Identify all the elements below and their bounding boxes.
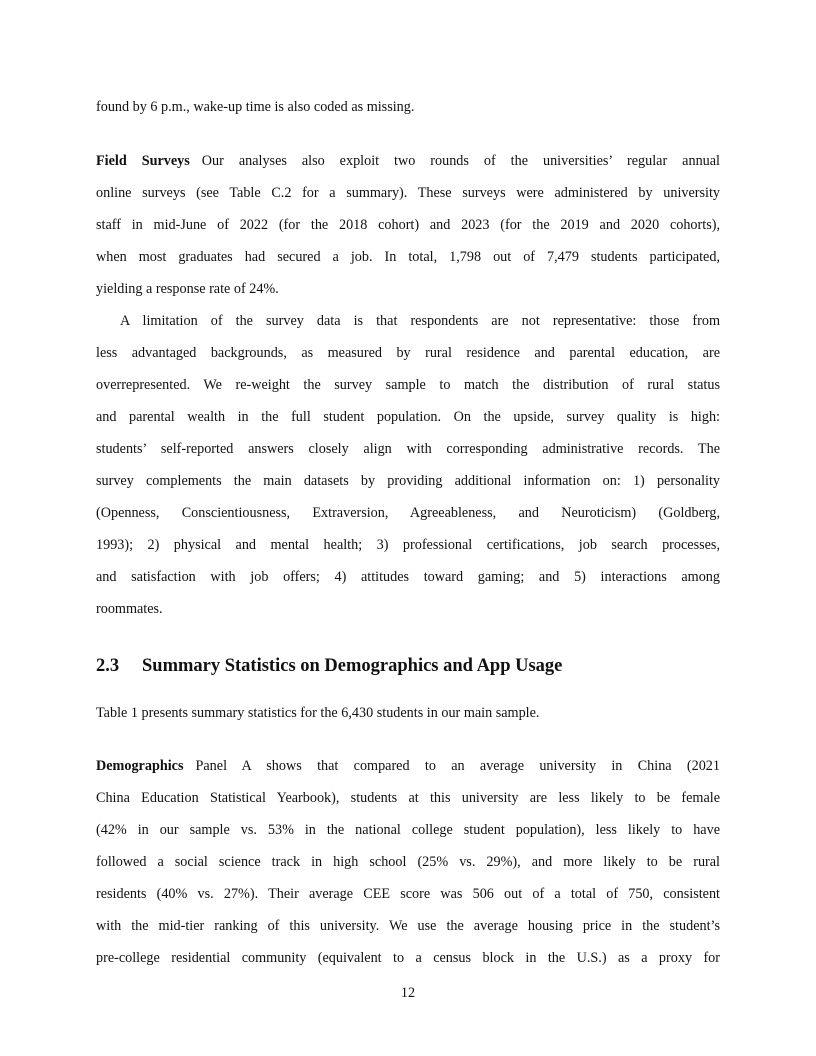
- paragraph-line: residents (40% vs. 27%). Their average CEE score was 506 out of a total of 750, consistent: [96, 886, 720, 902]
- paragraph-line: Demographics Panel A shows that compared to an average university in China (2021: [96, 758, 720, 774]
- paragraph-line: and parental wealth in the full student population. On the upside, survey quality is high:: [96, 409, 720, 425]
- demographics-heading: Demographics: [96, 758, 184, 774]
- paragraph-line: roommates.: [96, 601, 163, 617]
- paragraph-line: pre-college residential community (equivalent to a census block in the U.S.) as a proxy for: [96, 950, 720, 966]
- paragraph-line: followed a social science track in high school (25% vs. 29%), and more likely to be rural: [96, 854, 720, 870]
- section-number: 2.3: [96, 656, 120, 676]
- paragraph-line: overrepresented. We re-weight the survey sample to match the distribution of rural status: [96, 377, 720, 393]
- field-surveys-heading: Field Surveys: [96, 153, 190, 169]
- paragraph-line: (42% in our sample vs. 53% in the national college student population), less likely to have: [96, 822, 720, 838]
- paragraph-line: less advantaged backgrounds, as measured by rural residence and parental education, are: [96, 345, 720, 361]
- section-title: Summary Statistics on Demographics and App Usage: [142, 656, 563, 676]
- paragraph-line: Field Surveys Our analyses also exploit two rounds of the universities’ regular annual: [96, 153, 720, 169]
- paragraph-line: online surveys (see Table C.2 for a summary). These surveys were administered by university: [96, 185, 720, 201]
- paragraph-line: when most graduates had secured a job. In total, 1,798 out of 7,479 students participated,: [96, 249, 720, 265]
- paragraph-line: 1993); 2) physical and mental health; 3) professional certifications, job search processes,: [96, 537, 720, 553]
- paragraph-line: students’ self-reported answers closely align with corresponding administrative records. The: [96, 441, 720, 457]
- paragraph-line: with the mid-tier ranking of this university. We use the average housing price in the student’s: [96, 918, 720, 934]
- paragraph-line: (Openness, Conscientiousness, Extraversion, Agreeableness, and Neuroticism) (Goldberg,: [96, 505, 720, 521]
- section-heading: [96, 656, 562, 677]
- paragraph-line: and satisfaction with job offers; 4) attitudes toward gaming; and 5) interactions among: [96, 569, 720, 585]
- table-intro-text: Table 1 presents summary statistics for the 6,430 students in our main sample.: [96, 705, 540, 721]
- paragraph-line: yielding a response rate of 24%.: [96, 281, 279, 297]
- paragraph-line: China Education Statistical Yearbook), students at this university are less likely to be female: [96, 790, 720, 806]
- paragraph-line: A limitation of the survey data is that respondents are not representative: those from: [120, 313, 720, 329]
- continuation-text: found by 6 p.m., wake-up time is also coded as missing.: [96, 99, 415, 115]
- page-number: 12: [400, 985, 416, 1001]
- paragraph-line: staff in mid-June of 2022 (for the 2018 cohort) and 2023 (for the 2019 and 2020 cohorts),: [96, 217, 720, 233]
- paragraph-line: survey complements the main datasets by providing additional information on: 1) personality: [96, 473, 720, 489]
